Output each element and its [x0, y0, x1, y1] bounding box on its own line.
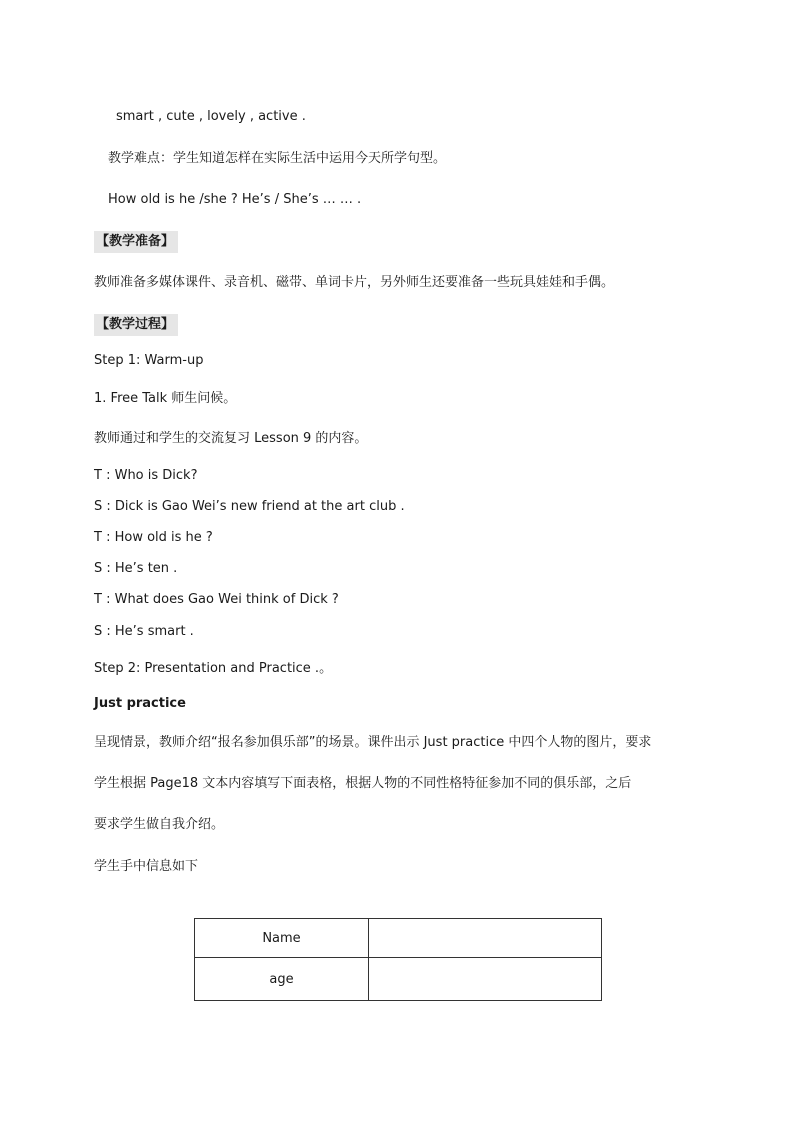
paragraph-line-2: 学生根据 Page18 文本内容填写下面表格，根据人物的不同性格特征参加不同的俱乐部，之后 — [94, 776, 632, 791]
review-line: 教师通过和学生的交流复习 Lesson 9 的内容。 — [94, 431, 368, 446]
dialogue-line: T : Who is Dick? — [94, 468, 198, 483]
step1-heading: Step 1: Warm-up — [94, 353, 204, 368]
just-practice-heading: Just practice — [94, 696, 186, 711]
dialogue-line: S : He’s ten . — [94, 561, 178, 576]
dialogue-line: T : What does Gao Wei think of Dick ? — [94, 592, 339, 607]
dialogue-line: S : He’s smart . — [94, 624, 194, 639]
table-value-cell — [369, 919, 602, 958]
table-row — [195, 919, 602, 958]
table-label-cell: age — [195, 958, 369, 1001]
table-row — [195, 958, 602, 1001]
table-value-cell — [369, 958, 602, 1001]
sentence-pattern: How old is he /she ? He’s / She’s … … . — [108, 192, 362, 207]
dialogue-line: S : Dick is Gao Wei’s new friend at the art club . — [94, 499, 405, 514]
student-info-table — [194, 918, 602, 1001]
table-label-cell: Name — [195, 919, 369, 958]
info-intro: 学生手中信息如下 — [94, 859, 199, 874]
vocab-line: smart , cute , lovely , active . — [116, 109, 306, 124]
preparation-text: 教师准备多媒体课件、录音机、磁带、单词卡片，另外师生还要准备一些玩具娃娃和手偶。 — [94, 275, 615, 290]
free-talk-line: 1. Free Talk 师生问候。 — [94, 391, 237, 406]
step2-heading: Step 2: Presentation and Practice .。 — [94, 661, 333, 676]
paragraph-line-3: 要求学生做自我介绍。 — [94, 817, 225, 832]
section-header-preparation: 【教学准备】 — [94, 231, 178, 253]
teaching-difficulty: 教学难点：学生知道怎样在实际生活中运用今天所学句型。 — [108, 151, 447, 166]
dialogue-line: T : How old is he ? — [94, 530, 213, 545]
section-header-process: 【教学过程】 — [94, 314, 178, 336]
paragraph-line-1: 呈现情景，教师介绍“报名参加俱乐部”的场景。课件出示 Just practice 中四个人物的图片，要求 — [94, 735, 652, 750]
